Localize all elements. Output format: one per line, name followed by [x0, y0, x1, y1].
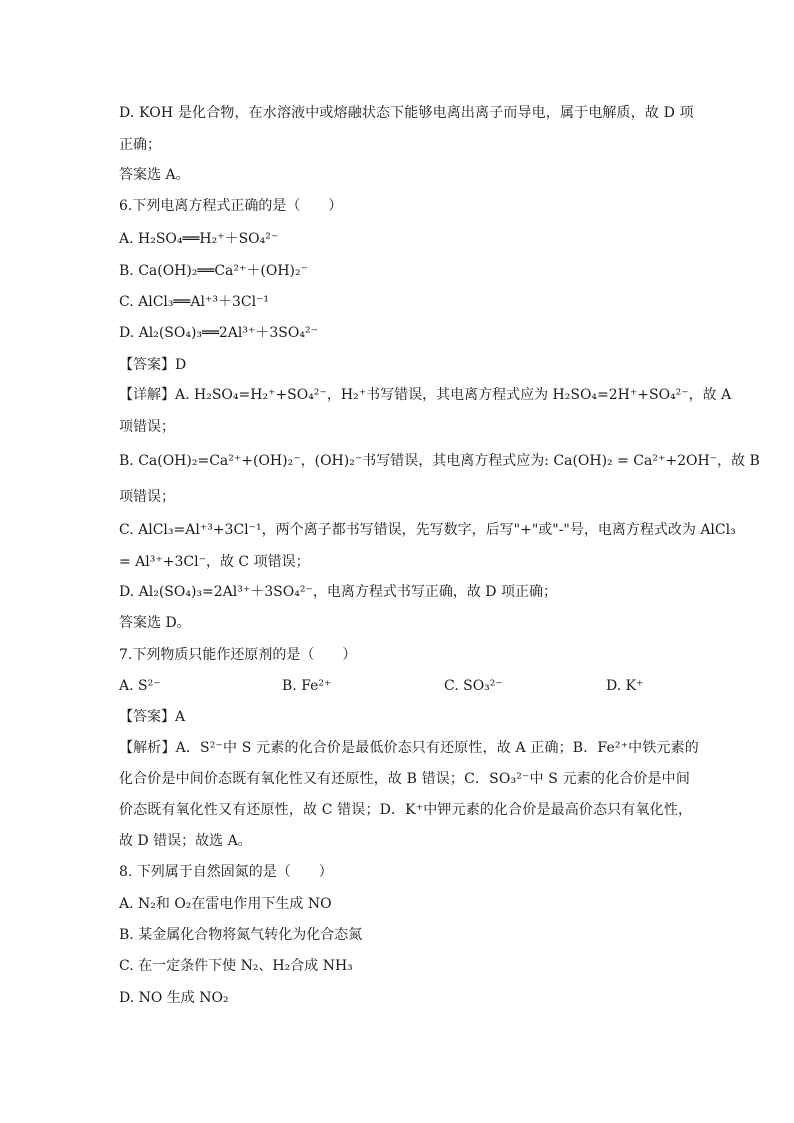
text-line: 答案选 A。 — [119, 167, 190, 183]
question-7-stem: 7.下列物质只能作还原剂的是（ ） — [119, 647, 357, 663]
explanation-line: D. Al₂(SO₄)₃=2Al³⁺＋3SO₄²⁻，电离方程式书写正确，故 D 项正确； — [119, 584, 557, 600]
text-line: 正确； — [119, 137, 161, 153]
question-7-option-d: D. K⁺ — [606, 678, 644, 694]
question-7-option-c: C. SO₃²⁻ — [444, 678, 503, 694]
question-6-option-d: D. Al₂(SO₄)₃══2Al³⁺＋3SO₄²⁻ — [119, 325, 318, 341]
explanation-line: B. Ca(OH)₂=Ca²⁺+(OH)₂⁻，(OH)₂⁻书写错误，其电离方程式应为: Ca(OH)₂ = Ca²⁺+2OH⁻，故 B — [119, 453, 760, 469]
analysis-line: 故 D 错误；故选 A。 — [119, 833, 252, 849]
text-line: D. KOH 是化合物，在水溶液中或熔融状态下能够电离出离子而导电，属于电解质，故 D 项 — [119, 105, 694, 121]
analysis-line: 价态既有氧化性又有还原性，故 C 错误；D．K⁺中钾元素的化合价是最高价态只有氧化性， — [119, 802, 693, 818]
question-8-option-d: D. NO 生成 NO₂ — [119, 990, 229, 1006]
question-8-option-b: B. 某金属化合物将氮气转化为化合态氮 — [119, 927, 363, 943]
question-7-option-a: A. S²⁻ — [119, 678, 161, 694]
question-8-option-c: C. 在一定条件下使 N₂、H₂合成 NH₃ — [119, 958, 353, 974]
question-6-option-b: B. Ca(OH)₂══Ca²⁺＋(OH)₂⁻ — [119, 263, 308, 279]
question-6-option-c: C. AlCl₃══Al⁺³＋3Cl⁻¹ — [119, 294, 270, 310]
question-6-option-a: A. H₂SO₄══H₂⁺＋SO₄²⁻ — [119, 231, 279, 247]
answer-label: 【答案】A — [119, 709, 186, 725]
explanation-line: C. AlCl₃=Al⁺³+3Cl⁻¹，两个离子都书写错误，先写数字，后写"+"或"-"号，电离方程式改为 AlCl₃ — [119, 522, 736, 538]
analysis-line: 【解析】A．S²⁻中 S 元素的化合价是最低价态只有还原性，故 A 正确；B．Fe²⁺中铁元素的 — [119, 740, 699, 756]
explanation-line: 项错误； — [119, 489, 175, 505]
analysis-line: 化合价是中间价态既有氧化性又有还原性，故 B 错误；C．SO₃²⁻中 S 元素的化合价是中间 — [119, 771, 690, 787]
question-7-option-b: B. Fe²⁺ — [282, 678, 332, 694]
explanation-line: 【详解】A. H₂SO₄=H₂⁺+SO₄²⁻，H₂⁺书写错误，其电离方程式应为 H₂SO₄=2H⁺+SO₄²⁻，故 A — [119, 387, 732, 403]
question-8-option-a: A. N₂和 O₂在雷电作用下生成 NO — [119, 896, 332, 912]
explanation-line: 项错误； — [119, 419, 175, 435]
question-6-stem: 6.下列电离方程式正确的是（ ） — [119, 198, 343, 214]
question-8-stem: 8. 下列属于自然固氮的是（ ） — [119, 864, 333, 880]
answer-label: 【答案】D — [119, 357, 187, 373]
explanation-line: = Al³⁺+3Cl⁻，故 C 项错误； — [119, 554, 310, 570]
text-line: 答案选 D。 — [119, 615, 191, 631]
